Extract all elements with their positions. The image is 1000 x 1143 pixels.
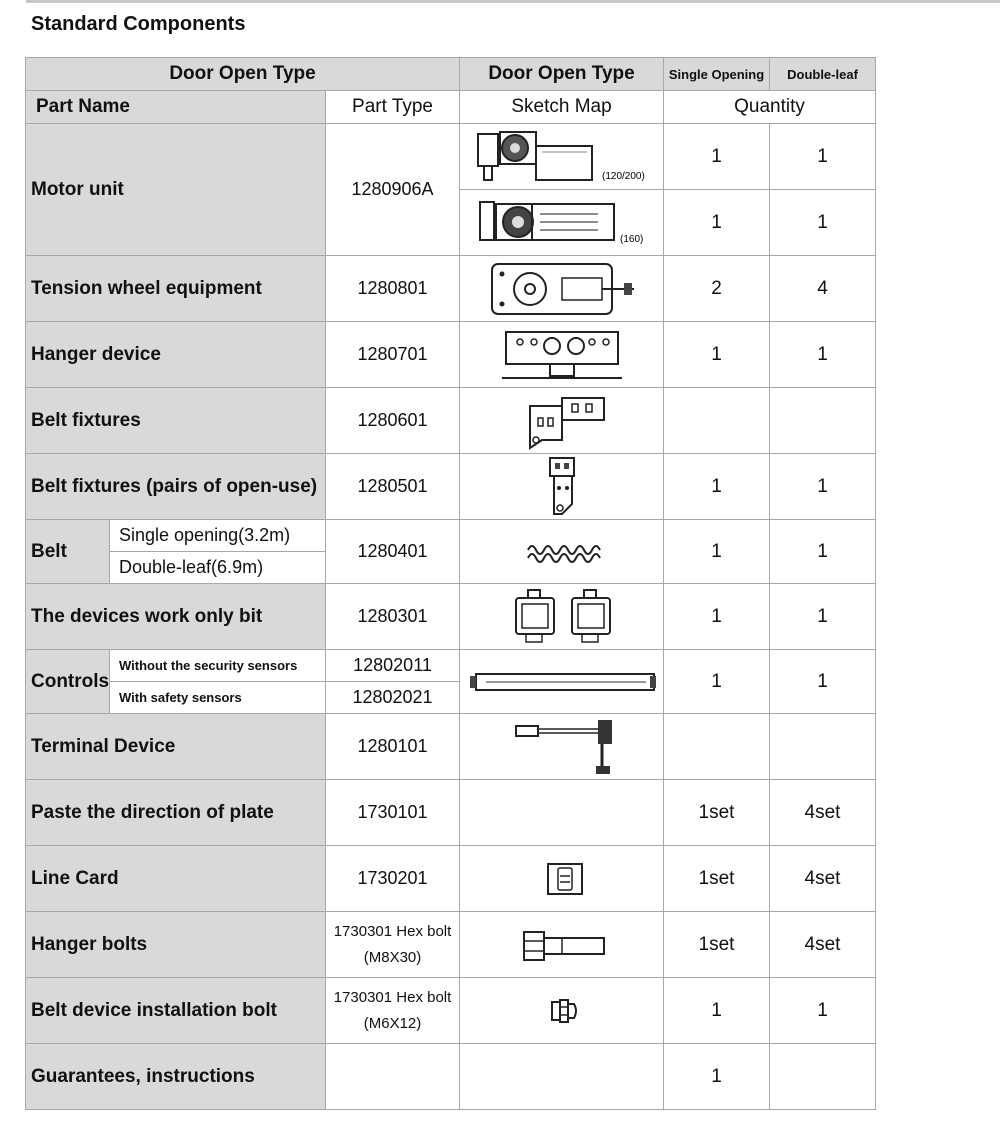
part-name: Hanger device <box>26 322 326 388</box>
part-type <box>326 978 460 1044</box>
sketch-cell <box>460 912 664 978</box>
part-name: Controls <box>26 650 110 714</box>
part-name: Guarantees, instructions <box>26 1044 326 1110</box>
qty-single: 1set <box>664 780 770 846</box>
sketch-cell <box>460 978 664 1044</box>
door-open-type-header: Door Open Type <box>26 58 460 91</box>
part-type-line: 1730301 Hex bolt <box>333 988 452 1006</box>
sketch-map-header: Sketch Map <box>460 91 664 124</box>
qty-single: 1 <box>664 1044 770 1110</box>
part-name: Paste the direction of plate <box>26 780 326 846</box>
part-type-line: 1730301 Hex bolt <box>333 922 452 940</box>
table-row <box>26 454 876 520</box>
part-type-line: (M6X12) <box>363 1014 422 1032</box>
qty-double: 1 <box>770 454 876 520</box>
door-open-type-header-2: Door Open Type <box>460 58 664 91</box>
part-subname: Without the security sensors <box>110 650 326 682</box>
part-name: The devices work only bit <box>26 584 326 650</box>
table-row <box>26 780 876 846</box>
table-row <box>26 714 876 780</box>
hanger-device-icon <box>462 324 662 386</box>
header-row-1 <box>26 58 876 91</box>
part-type <box>326 912 460 978</box>
table-row <box>26 912 876 978</box>
sketch-cell <box>460 714 664 780</box>
table-row <box>26 124 876 190</box>
part-type-header: Part Type <box>326 91 460 124</box>
part-type: 1280501 <box>326 454 460 520</box>
qty-single: 1 <box>664 584 770 650</box>
sketch-cell <box>460 322 664 388</box>
qty-single <box>664 714 770 780</box>
table-row <box>26 584 876 650</box>
top-divider <box>26 0 1000 3</box>
part-name: Motor unit <box>26 124 326 256</box>
part-type: 1280801 <box>326 256 460 322</box>
belt-icon <box>462 532 662 572</box>
sketch-cell <box>460 520 664 584</box>
table-row <box>26 322 876 388</box>
sketch-cell <box>460 650 664 714</box>
part-subname: With safety sensors <box>110 682 326 714</box>
qty-double <box>770 1044 876 1110</box>
table-row <box>26 520 876 552</box>
qty-single: 1set <box>664 912 770 978</box>
part-subname: Single opening(3.2m) <box>110 520 326 552</box>
part-subname: Double-leaf(6.9m) <box>110 552 326 584</box>
single-opening-header: Single Opening <box>664 58 770 91</box>
motor-unit-icon <box>462 192 662 254</box>
part-type <box>326 1044 460 1110</box>
motor-label-a: (120/200) <box>601 170 645 182</box>
belt-fixture-pair-icon <box>462 456 662 518</box>
table-row <box>26 1044 876 1110</box>
part-type: 1730201 <box>326 846 460 912</box>
qty-single: 1 <box>664 520 770 584</box>
qty-double: 1 <box>770 650 876 714</box>
qty-single: 1 <box>664 124 770 190</box>
qty-single: 1 <box>664 322 770 388</box>
qty-single: 1 <box>664 650 770 714</box>
belt-fixture-icon <box>462 390 662 452</box>
part-name-header: Part Name <box>26 91 326 124</box>
motor-unit-icon <box>462 126 662 188</box>
sketch-cell <box>460 1044 664 1110</box>
part-type: 12802021 <box>326 682 460 714</box>
table-row <box>26 978 876 1044</box>
part-type: 1280701 <box>326 322 460 388</box>
part-type: 1280301 <box>326 584 460 650</box>
qty-double: 4 <box>770 256 876 322</box>
controller-icon <box>462 662 662 702</box>
table-row <box>26 388 876 454</box>
part-type: 1280601 <box>326 388 460 454</box>
part-name: Hanger bolts <box>26 912 326 978</box>
part-name: Belt fixtures <box>26 388 326 454</box>
qty-double: 4set <box>770 912 876 978</box>
part-name: Line Card <box>26 846 326 912</box>
page-title: Standard Components <box>31 13 246 35</box>
qty-double: 1 <box>770 584 876 650</box>
qty-double: 1 <box>770 190 876 256</box>
double-leaf-header: Double-leaf <box>770 58 876 91</box>
sketch-cell <box>460 124 664 190</box>
sketch-cell <box>460 780 664 846</box>
qty-double: 1 <box>770 322 876 388</box>
qty-single: 1 <box>664 190 770 256</box>
table-row <box>26 256 876 322</box>
components-table <box>25 57 876 1110</box>
small-bolt-icon <box>462 980 662 1042</box>
qty-double: 1 <box>770 520 876 584</box>
part-type: 1280401 <box>326 520 460 584</box>
qty-single: 1set <box>664 846 770 912</box>
device-bit-icon <box>462 586 662 648</box>
qty-single <box>664 388 770 454</box>
qty-single: 1 <box>664 978 770 1044</box>
sketch-cell <box>460 846 664 912</box>
part-name: Belt device installation bolt <box>26 978 326 1044</box>
sketch-cell <box>460 388 664 454</box>
qty-double: 1 <box>770 978 876 1044</box>
terminal-device-icon <box>462 716 662 778</box>
qty-double: 4set <box>770 846 876 912</box>
part-type: 1280906A <box>326 124 460 256</box>
qty-double <box>770 388 876 454</box>
part-name: Belt fixtures (pairs of open-use) <box>26 454 326 520</box>
sketch-cell <box>460 190 664 256</box>
part-type: 1730101 <box>326 780 460 846</box>
part-name: Terminal Device <box>26 714 326 780</box>
hex-bolt-icon <box>462 914 662 976</box>
motor-label-b: (160) <box>619 233 643 245</box>
part-name: Belt <box>26 520 110 584</box>
line-card-icon <box>462 848 662 910</box>
qty-single: 2 <box>664 256 770 322</box>
sketch-cell <box>460 256 664 322</box>
qty-single: 1 <box>664 454 770 520</box>
tension-wheel-icon <box>462 258 662 320</box>
qty-double: 4set <box>770 780 876 846</box>
table-row <box>26 846 876 912</box>
header-row-2 <box>26 91 876 124</box>
sketch-cell <box>460 454 664 520</box>
part-type: 1280101 <box>326 714 460 780</box>
sketch-cell <box>460 584 664 650</box>
part-name: Tension wheel equipment <box>26 256 326 322</box>
table-row <box>26 650 876 682</box>
quantity-header: Quantity <box>664 91 876 124</box>
qty-double: 1 <box>770 124 876 190</box>
qty-double <box>770 714 876 780</box>
part-type: 12802011 <box>326 650 460 682</box>
part-type-line: (M8X30) <box>363 948 422 966</box>
